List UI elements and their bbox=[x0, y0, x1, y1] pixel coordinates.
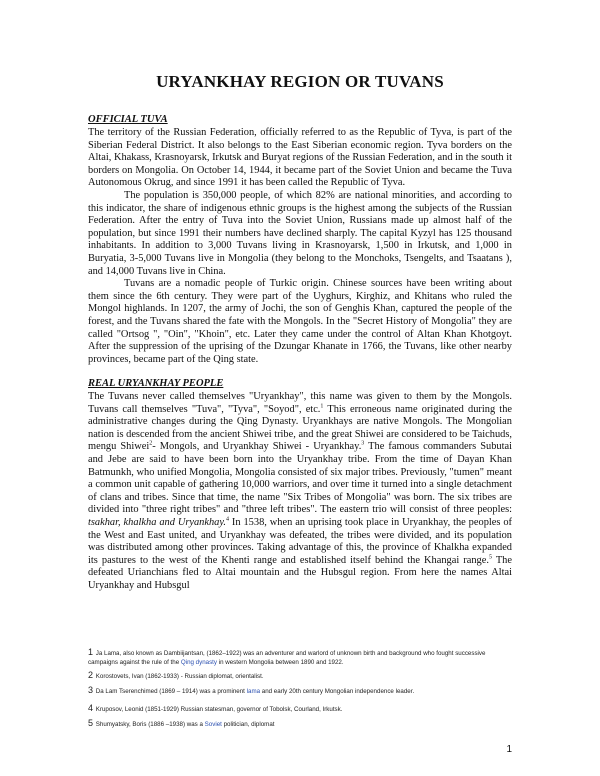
footnote-4: 4 Kruposov, Leonid (1851-1929) Russian statesman, governor of Tobolsk, Courland, Irkutsk. bbox=[88, 703, 343, 714]
footnote-link[interactable]: lama bbox=[246, 687, 261, 695]
footnotes bbox=[88, 648, 512, 734]
footnote-3: 3 Da Lam Tserenchimed (1869 – 1914) was a prominent lama and early 20th century Mongolian independence leader. bbox=[88, 684, 415, 695]
page-title: URYANKHAY REGION OR TUVANS bbox=[156, 72, 444, 91]
text-run-italic: tsakhar, khalkha and Uryankhay. bbox=[88, 516, 227, 528]
footnote-ref-3[interactable]: 3 bbox=[361, 440, 365, 447]
page-number: 1 bbox=[506, 744, 512, 755]
footnote-link[interactable]: Soviet bbox=[204, 720, 222, 728]
paragraph bbox=[88, 391, 512, 593]
paragraph: Tuvans are a nomadic people of Turkic origin. Chinese sources have been writing about them since the 6th century. They were part of the Uyghurs, Kirghiz, and Khitans who ruled the Mongol highlands. In 1207, the army of Jochi, the son of Genghis Khan, captured the people of the forest, and the Tuvans shared the fate with the Mongols. In the "Secret History of Mongolia" they are called "Ortsog ", "Oin", "Khoin", etc. Later they came under the control of Altan Khan Khotgoyt. After the suppression of the uprising of the Dzungar Khanate in 1766, the Tuvans, like other nearby provinces, became part of the Qing state. bbox=[88, 278, 512, 365]
paragraph: The territory of the Russian Federation, officially referred to as the Republic of Tyva, is part of the Siberian Federal District. It also belongs to the East Siberian economic region. Tyva borders on the Altai, Khakass, Krasnoyarsk, Irkutsk and Buryat regions of the Russian Federation, and in the south it borders on Mongolia. On October 14, 1944, it became part of the Soviet Union and became the Tuva Autonomous Okrug, and since 1991 it has been called the Republic of Tyva. bbox=[88, 127, 512, 189]
paragraph: The population is 350,000 people, of which 82% are national minorities, and according to this indicator, the share of indigenous ethnic groups is the highest among the subjects of the Russian Federation. After the entry of Tuva into the Soviet Union, Russians made up almost half of the population, but since 1991 their numbers have declined sharply. The capital Kyzyl has 125 thousand inhabitants. In addition to 3,000 Tuvans living in Krasnoyarsk, 1,500 in Irkutsk, and 1,000 in Buryatia, 3-5,000 Tuvans live in Mongolia (they belong to the Monchoks, Tsengelts, and Tsaatans ), and 14,000 Tuvans live in China. bbox=[88, 189, 512, 277]
footnote-ref-5[interactable]: 5 bbox=[488, 554, 492, 561]
text-run: The famous commanders Subutai and Jebe are said to have been born into the Uryankhay tribe. From the time of Dayan Khan Batmunkh, who unified Mongolia, Mongolia consisted of six major tribes. Previously, "tumen" meant a common unit capable of gathering 10,000 warriors, and over time it turned into a single detachment of clans and tribes. Since that time, the name "Six Tribes of Mongolia" was born. The six tribes are divided into "three right tribes" and "three left tribes". The eastern trio will consist of three peoples: bbox=[88, 441, 513, 516]
footnote-ref-4[interactable]: 4 bbox=[226, 516, 230, 523]
section-heading: REAL URYANKHAY PEOPLE bbox=[88, 378, 224, 389]
text-run: In 1538, when an uprising took place in Uryankhay, the peoples of the West and East united, and Uryankhay was defeated, the tribes were divided, and its population was distributed among other provinces. Taking advantage of this, the province of Khalkha expanded its pastures to the west of the Khenti range and established itself behind the Khangai range. bbox=[88, 516, 512, 566]
text-run: The Tuvans never called themselves "Uryankhay", this name was given to them by the Mongols. Tuvans call themselves "Tuva", "Tyva", "Soyod", etc. bbox=[88, 391, 512, 415]
text-run: This erroneous name originated during the administrative changes during the Qing Dynasty. Uryankhays are native Mongols. The Mongolian nation is descended from the ancient Shiwei tribe, and the great Shiwei are considered to be Taichuds, mengu Shiwei bbox=[88, 403, 512, 453]
footnote-ref-1[interactable]: 1 bbox=[320, 403, 324, 410]
text-run: - Mongols, and Uryankhay Shiwei - Uryankhay. bbox=[152, 441, 362, 453]
footnote-2: 2 Korostovets, Ivan (1862-1933) - Russian diplomat, orientalist. bbox=[88, 670, 264, 681]
footnote-link[interactable]: Qing dynasty bbox=[180, 658, 217, 666]
footnote-5: 5 Shumyatsky, Boris (1886 –1938) was a Soviet politician, diplomat bbox=[88, 717, 275, 728]
footnote-1: 1 Ja Lama, also known as Dambiijantsan, (1862–1922) was an adventurer and warlord of unknown birth and background who fought successive campaigns against the rule of the Qing dynasty in western Mongolia between 1890 and 1922. bbox=[88, 647, 486, 666]
section-real-uryankhay bbox=[88, 377, 512, 593]
footnote-ref-2[interactable]: 2 bbox=[149, 440, 153, 447]
section-heading: OFFICIAL TUVA bbox=[88, 114, 168, 125]
section-official-tuva bbox=[88, 113, 512, 366]
text-run: The defeated Urianchians fled to Altai mountain and the Hubsgul region. From here the names Altai Uryankhay and Hubsgul bbox=[88, 554, 512, 591]
